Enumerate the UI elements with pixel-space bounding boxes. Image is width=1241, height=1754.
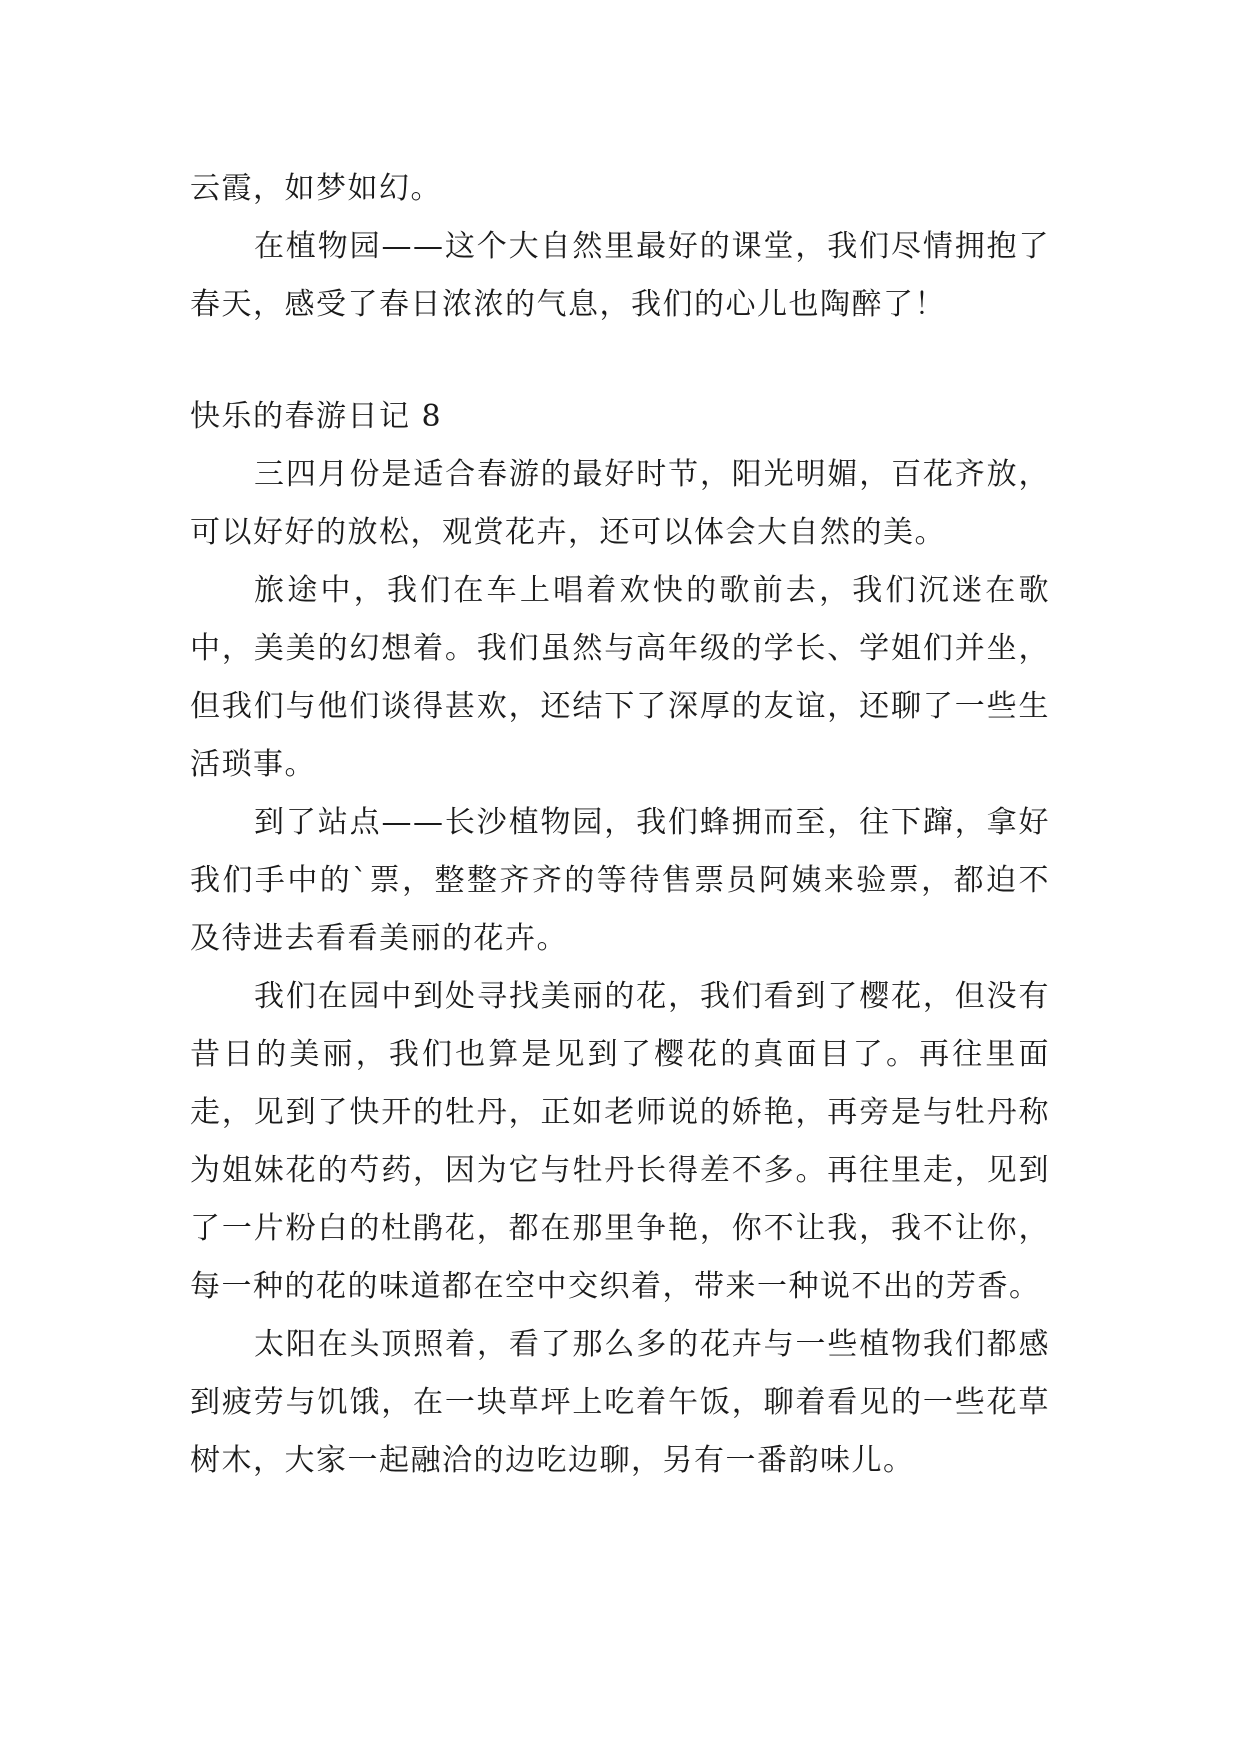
paragraph: 在植物园——这个大自然里最好的课堂，我们尽情拥抱了春天，感受了春日浓浓的气息，我们的心儿也陶醉了！ bbox=[190, 229, 1050, 322]
section-title: 快乐的春游日记 8 bbox=[190, 399, 443, 434]
diary-section bbox=[190, 388, 1050, 1490]
paragraph: 三四月份是适合春游的最好时节，阳光明媚，百花齐放，可以好好的放松，观赏花卉，还可以体会大自然的美。 bbox=[190, 457, 1050, 550]
paragraph: 旅途中，我们在车上唱着欢快的歌前去，我们沉迷在歌中，美美的幻想着。我们虽然与高年级的学长、学姐们并坐，但我们与他们谈得甚欢，还结下了深厚的友谊，还聊了一些生活琐事。 bbox=[190, 573, 1050, 782]
paragraph: 我们在园中到处寻找美丽的花，我们看到了樱花，但没有昔日的美丽，我们也算是见到了樱花的真面目了。再往里面走，见到了快开的牡丹，正如老师说的娇艳，再旁是与牡丹称为姐妹花的芍药，因为它与牡丹长得差不多。再往里走，见到了一片粉白的杜鹃花，都在那里争艳，你不让我，我不让你，每一种的花的味道都在空中交织着，带来一种说不出的芳香。 bbox=[190, 979, 1050, 1304]
paragraph: 到了站点——长沙植物园，我们蜂拥而至，往下蹿，拿好我们手中的`票，整整齐齐的等待售票员阿姨来验票，都迫不及待进去看看美丽的花卉。 bbox=[190, 805, 1050, 956]
paragraph-continued: 云霞，如梦如幻。 bbox=[190, 171, 442, 206]
continued-section bbox=[190, 160, 1050, 334]
paragraph: 太阳在头顶照着，看了那么多的花卉与一些植物我们都感到疲劳与饥饿，在一块草坪上吃着午饭，聊着看见的一些花草树木，大家一起融洽的边吃边聊，另有一番韵味儿。 bbox=[190, 1327, 1050, 1478]
